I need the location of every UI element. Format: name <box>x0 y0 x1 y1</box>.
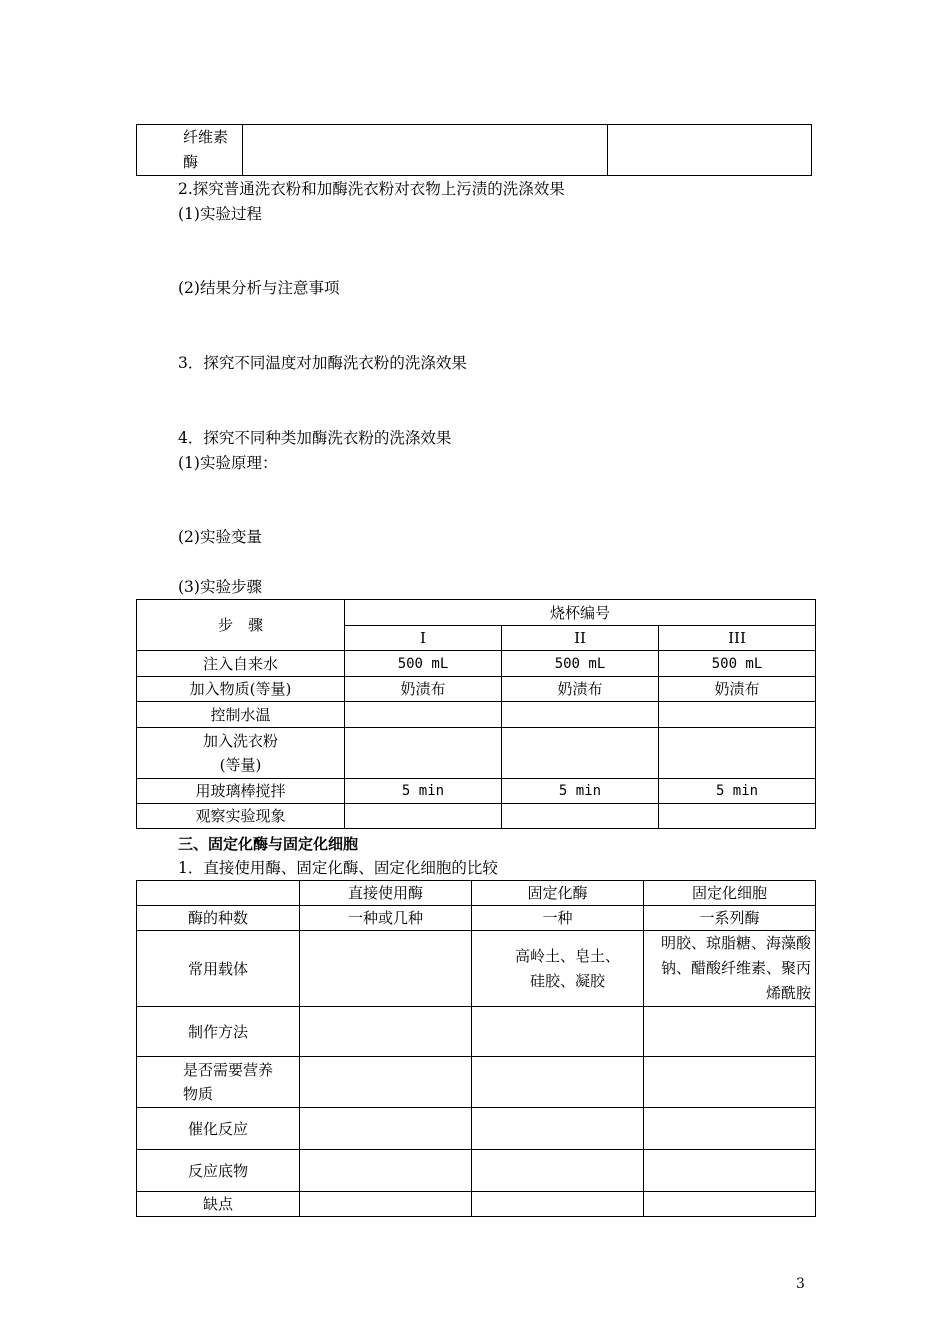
compare-header: 固定化细胞 <box>644 881 816 906</box>
step-cell: 奶渍布 <box>502 677 659 702</box>
compare-cell <box>300 1007 472 1057</box>
step-label: 观察实验现象 <box>137 804 345 829</box>
compare-label: 酶的种数 <box>137 906 300 931</box>
beaker-number: III <box>659 626 816 651</box>
section-4-item-1: (1)实验原理： <box>178 454 278 472</box>
step-label: 控制水温 <box>137 702 345 728</box>
step-table <box>136 599 816 829</box>
beaker-number: II <box>502 626 659 651</box>
step-cell: 奶渍布 <box>345 677 502 702</box>
step-label: 加入物质(等量) <box>137 677 345 702</box>
beaker-header: 烧杯编号 <box>345 600 816 626</box>
step-cell <box>345 702 502 728</box>
compare-cell: 一系列酶 <box>644 906 816 931</box>
compare-label: 是否需要营养物质 <box>137 1057 300 1108</box>
step-label: 注入自来水 <box>137 651 345 677</box>
section-4-item-3: (3)实验步骤 <box>178 578 262 596</box>
top-table-row-label <box>137 125 243 176</box>
section-iii-item-1: 1．直接使用酶、固定化酶、固定化细胞的比较 <box>178 859 498 877</box>
compare-label: 催化反应 <box>137 1108 300 1150</box>
step-cell <box>502 804 659 829</box>
compare-table <box>136 880 816 1217</box>
compare-cell <box>472 1150 644 1192</box>
compare-label: 常用载体 <box>137 931 300 1007</box>
section-iii-title: 三、固定化酶与固定化细胞 <box>178 835 359 853</box>
top-table-cell <box>608 125 812 176</box>
compare-cell: 一种 <box>472 906 644 931</box>
compare-cell <box>644 1057 816 1108</box>
compare-label: 反应底物 <box>137 1150 300 1192</box>
section-4-title: 4．探究不同种类加酶洗衣粉的洗涤效果 <box>178 429 452 447</box>
section-2-title: 2.探究普通洗衣粉和加酶洗衣粉对衣物上污渍的洗涤效果 <box>178 180 565 198</box>
compare-header: 直接使用酶 <box>300 881 472 906</box>
step-label: 用玻璃棒搅拌 <box>137 779 345 804</box>
compare-cell <box>300 1057 472 1108</box>
step-cell: 5 min <box>659 779 816 804</box>
section-2-item-2: (2)结果分析与注意事项 <box>178 279 340 297</box>
page-number: 3 <box>796 1276 805 1292</box>
section-4-item-2: (2)实验变量 <box>178 528 262 546</box>
compare-header: 固定化酶 <box>472 881 644 906</box>
section-3-title: 3．探究不同温度对加酶洗衣粉的洗涤效果 <box>178 354 467 372</box>
top-table <box>136 124 812 176</box>
compare-cell <box>300 1108 472 1150</box>
step-cell <box>345 804 502 829</box>
compare-cell <box>300 1192 472 1217</box>
step-cell: 5 min <box>502 779 659 804</box>
compare-cell <box>300 1150 472 1192</box>
section-2-item-1: (1)实验过程 <box>178 205 262 223</box>
step-cell: 500 mL <box>659 651 816 677</box>
step-cell <box>659 728 816 779</box>
compare-cell <box>472 1007 644 1057</box>
step-cell <box>345 728 502 779</box>
compare-cell <box>644 1007 816 1057</box>
compare-cell <box>472 1192 644 1217</box>
step-cell <box>502 728 659 779</box>
compare-label: 制作方法 <box>137 1007 300 1057</box>
compare-cell: 明胶、琼脂糖、海藻酸钠、醋酸纤维素、聚丙烯酰胺 <box>644 931 816 1007</box>
compare-cell <box>644 1150 816 1192</box>
beaker-number: I <box>345 626 502 651</box>
compare-label: 缺点 <box>137 1192 300 1217</box>
step-cell <box>502 702 659 728</box>
step-label: 加入洗衣粉(等量) <box>137 728 345 779</box>
top-table-cell <box>243 125 608 176</box>
cellulase-label: 纤维素酶 <box>183 128 229 171</box>
compare-cell <box>472 1057 644 1108</box>
step-cell <box>659 702 816 728</box>
step-header: 步 骤 <box>137 600 345 651</box>
compare-cell: 一种或几种 <box>300 906 472 931</box>
step-cell: 5 min <box>345 779 502 804</box>
step-cell: 500 mL <box>345 651 502 677</box>
step-cell: 500 mL <box>502 651 659 677</box>
compare-cell <box>300 931 472 1007</box>
step-cell <box>659 804 816 829</box>
compare-cell: 高岭土、皂土、硅胶、凝胶 <box>472 931 644 1007</box>
step-cell: 奶渍布 <box>659 677 816 702</box>
compare-cell <box>644 1108 816 1150</box>
compare-cell <box>472 1108 644 1150</box>
compare-cell <box>644 1192 816 1217</box>
compare-header <box>137 881 300 906</box>
